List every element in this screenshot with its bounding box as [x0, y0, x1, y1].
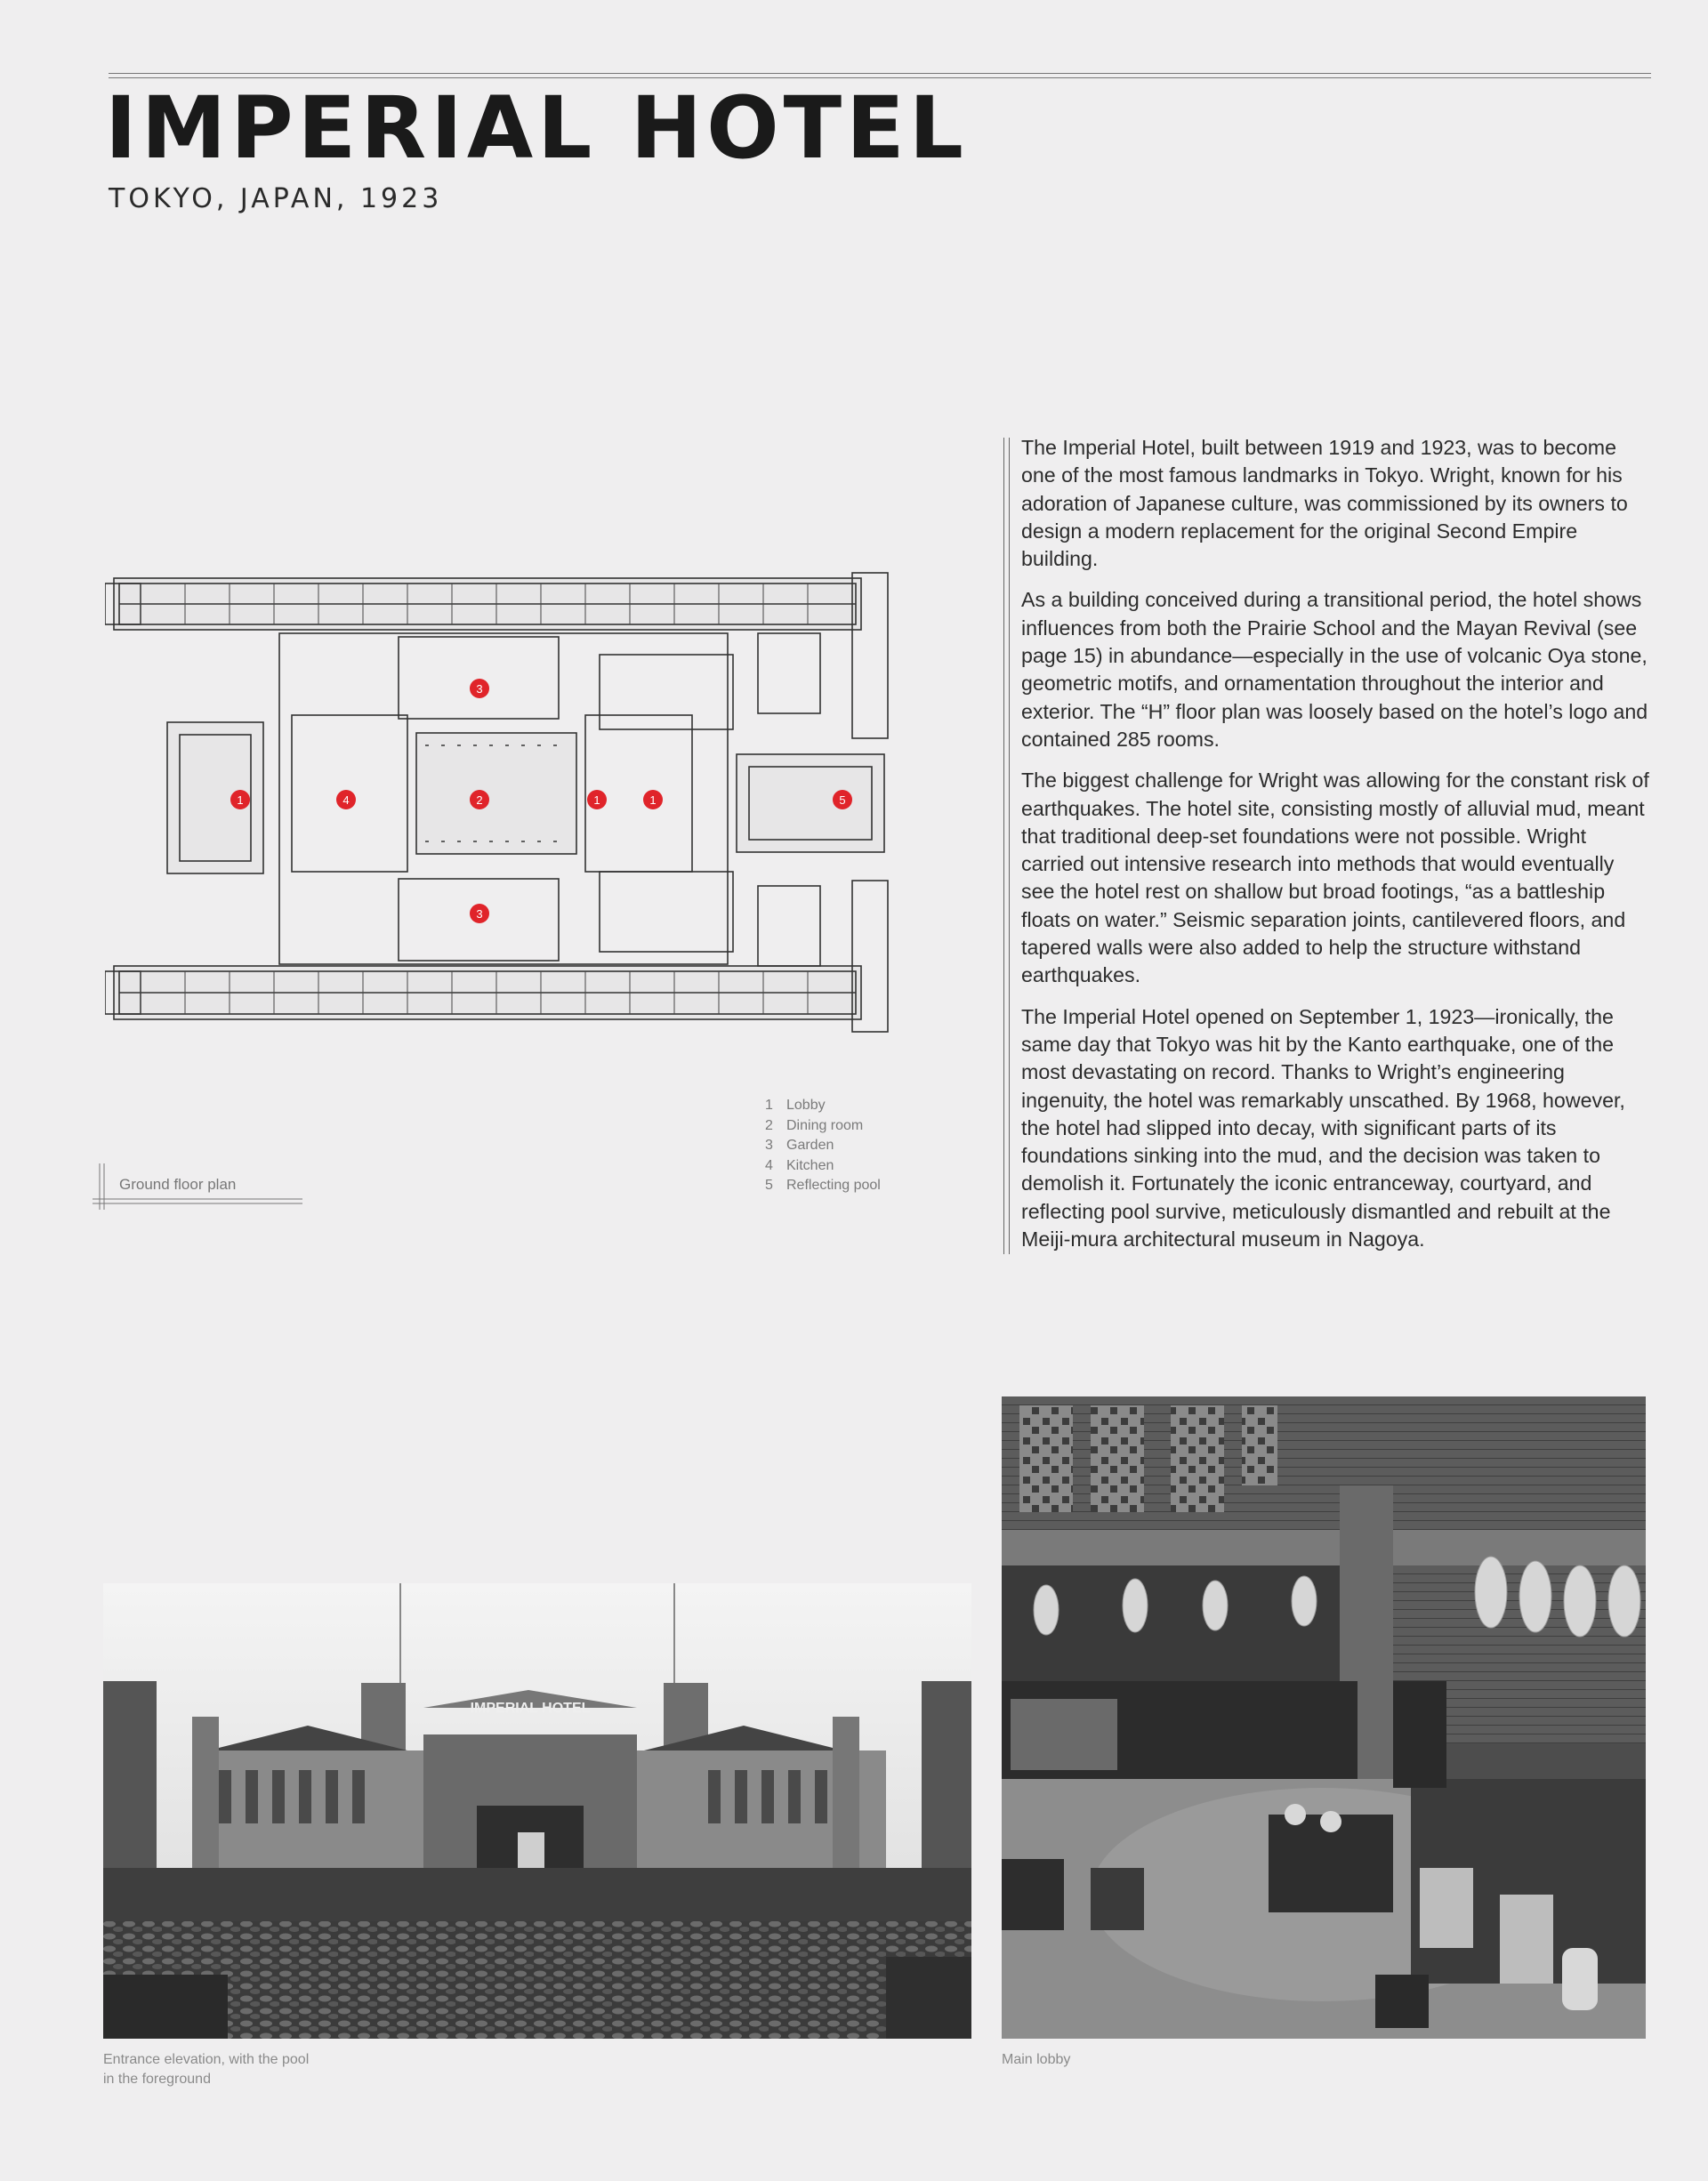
marker-2-label: 2 — [476, 793, 483, 807]
plan-legend — [765, 1096, 881, 1196]
lobby-caption: Main lobby — [1002, 2052, 1071, 2067]
entrance-caption: Entrance elevation, with the pool in the foreground — [103, 2052, 310, 2087]
legend-item: 2 Dining room — [765, 1117, 864, 1133]
body-paragraph: The Imperial Hotel opened on September 1, 1923—ironically, the same day that Tokyo was hit by the Kanto earthquake, one of the most devastating on record. Thanks to Wright’s engineering ingenuity, the hotel was remarkably unscathed. By 1968, however, the hotel had slipped into decay, with significant parts of its foundations sinking into the mud, and the decision was taken to demolish it. Fortunately the iconic entranceway, courtyard, and reflecting pool survive, meticulously dismantled and rebuilt at the Meiji-mura architectural museum in Nagoya. — [1021, 1004, 1625, 1251]
marker-4-label: 4 — [342, 793, 350, 807]
legend-item: 1 Lobby — [765, 1098, 826, 1113]
lobby-illustration — [1002, 1396, 1646, 2039]
marker-5-label: 5 — [839, 793, 846, 807]
entrance-photo — [103, 1583, 971, 2039]
ground-floor-plan — [105, 566, 891, 1041]
marker-3-top-label: 3 — [476, 682, 483, 696]
entrance-illustration — [103, 1583, 971, 2039]
page-title: IMPERIAL HOTEL — [105, 78, 968, 178]
marker-3-bottom-label: 3 — [476, 907, 483, 921]
marker-1-left-label: 1 — [237, 793, 244, 807]
body-paragraph: The Imperial Hotel, built between 1919 and 1923, was to become one of the most famous landmarks in Tokyo. Wright, known for his adoration of Japanese culture, was commissioned by its owners to design a modern replacement for the original Second Empire building. — [1021, 436, 1628, 571]
legend-item: 3 Garden — [765, 1138, 834, 1153]
lobby-photo — [1002, 1396, 1646, 2039]
body-text — [1021, 434, 1649, 1267]
body-paragraph: As a building conceived during a transitional period, the hotel shows influences from both the Prairie School and the Mayan Revival (see page 15) in abundance—especially in the use of volcanic Oya stone, geometric motifs, and ornamentation throughout the interior and exterior. The “H” floor plan was loosely based on the hotel’s logo and contained 285 rooms. — [1021, 588, 1648, 751]
entrance-sign-text: IMPERIAL HOTEL — [470, 1701, 591, 1716]
marker-1-right-label: 1 — [649, 793, 657, 807]
marker-1-center-label: 1 — [593, 793, 600, 807]
legend-item: 5 Reflecting pool — [765, 1178, 881, 1193]
plan-caption: Ground floor plan — [119, 1176, 237, 1193]
legend-item: 4 Kitchen — [765, 1157, 834, 1173]
text-side-rule — [1003, 438, 1010, 1254]
body-paragraph: The biggest challenge for Wright was allowing for the constant risk of earthquakes. The hotel site, consisting mostly of alluvial mud, meant that traditional deep-set foundations were not possible. Wright carried out intensive research into methods that would eventually see the hotel rest on shallow but broad footings, “as a battleship floats on water.” Seismic separation joints, cantilevered floors, and tapered walls were also added to help the structure withstand earthquakes. — [1021, 769, 1649, 987]
page-subtitle: TOKYO, JAPAN, 1923 — [109, 183, 443, 214]
